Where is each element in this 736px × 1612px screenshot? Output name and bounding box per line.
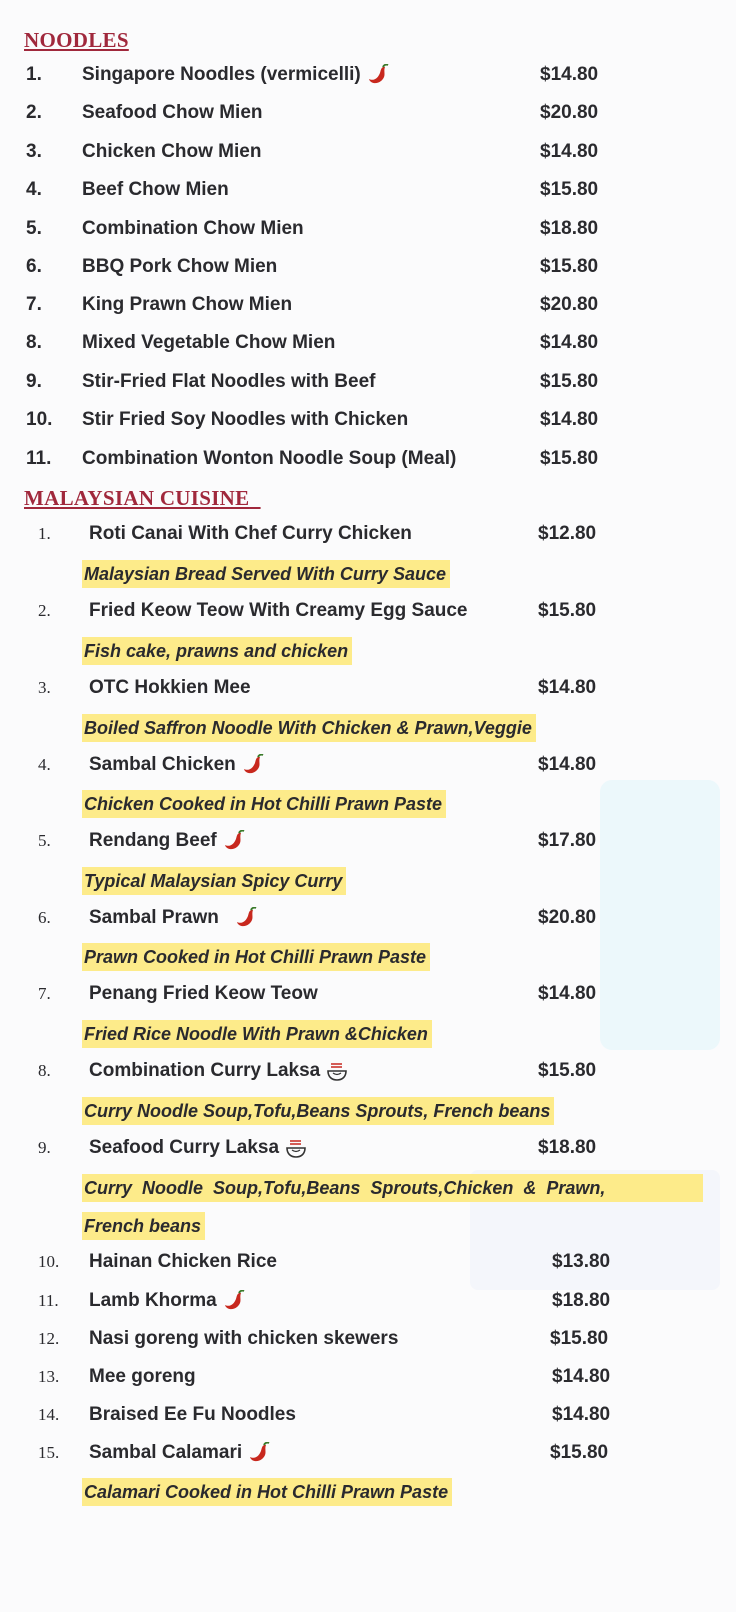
chili-icon <box>248 1442 272 1464</box>
chili-icon <box>223 1290 247 1312</box>
item-number: 5. <box>38 831 51 850</box>
item-number: 11. <box>26 448 52 469</box>
item-price: $20.80 <box>540 294 599 315</box>
item-price: $15.80 <box>538 600 597 621</box>
item-price: $14.80 <box>538 677 597 698</box>
item-number: 11. <box>38 1291 59 1310</box>
menu-item <box>0 1251 736 1281</box>
item-name: Lamb Khorma <box>89 1290 247 1312</box>
menu-item <box>0 294 736 324</box>
item-name: Sambal Chicken <box>89 754 266 776</box>
item-name: Stir-Fried Flat Noodles with Beef <box>82 371 376 392</box>
item-name: BBQ Pork Chow Mien <box>82 256 278 277</box>
menu-item <box>0 1442 736 1472</box>
item-price: $14.80 <box>552 1366 611 1387</box>
menu-item <box>0 1137 736 1167</box>
item-price: $15.80 <box>550 1442 609 1463</box>
noodles-heading: NOODLES <box>24 28 129 52</box>
menu-item <box>0 141 736 171</box>
menu-item <box>0 179 736 209</box>
item-number: 15. <box>38 1443 60 1462</box>
item-price: $14.80 <box>538 983 597 1004</box>
menu-item <box>0 600 736 630</box>
item-description: Fried Rice Noodle With Prawn &Chicken <box>82 1020 432 1048</box>
menu-item <box>0 677 736 707</box>
item-name: Beef Chow Mien <box>82 179 229 200</box>
item-price: $18.80 <box>552 1290 611 1311</box>
item-number: 7. <box>26 294 42 315</box>
item-number: 8. <box>26 332 42 353</box>
item-name: Chicken Chow Mien <box>82 141 262 162</box>
item-price: $15.80 <box>540 179 599 200</box>
item-number: 10. <box>38 1252 60 1271</box>
item-name: Hainan Chicken Rice <box>89 1251 277 1272</box>
item-name: OTC Hokkien Mee <box>89 677 251 698</box>
menu-item <box>0 754 736 784</box>
menu-item <box>0 983 736 1013</box>
item-price: $12.80 <box>538 523 597 544</box>
item-number: 1. <box>26 64 42 85</box>
item-number: 8. <box>38 1061 51 1080</box>
item-name: Mixed Vegetable Chow Mien <box>82 332 336 353</box>
item-number: 4. <box>38 755 51 774</box>
noodle-bowl-icon <box>326 1060 348 1082</box>
menu-item <box>0 332 736 362</box>
item-number: 10. <box>26 409 53 430</box>
item-price: $14.80 <box>552 1404 611 1425</box>
menu-item <box>0 830 736 860</box>
menu-item <box>0 907 736 937</box>
item-price: $18.80 <box>538 1137 597 1158</box>
item-number: 3. <box>38 678 51 697</box>
item-number: 3. <box>26 141 42 162</box>
item-number: 12. <box>38 1329 60 1348</box>
menu-item <box>0 64 736 94</box>
item-number: 1. <box>38 524 51 543</box>
item-name: Penang Fried Keow Teow <box>89 983 318 1004</box>
item-name: Braised Ee Fu Noodles <box>89 1404 296 1425</box>
item-description: Typical Malaysian Spicy Curry <box>82 867 346 895</box>
noodle-bowl-icon <box>285 1137 307 1159</box>
item-name: Singapore Noodles (vermicelli) <box>82 64 391 86</box>
item-price: $20.80 <box>540 102 599 123</box>
menu-item <box>0 371 736 401</box>
item-price: $15.80 <box>538 1060 597 1081</box>
item-name: Roti Canai With Chef Curry Chicken <box>89 523 412 544</box>
item-price: $14.80 <box>540 64 599 85</box>
item-description: Prawn Cooked in Hot Chilli Prawn Paste <box>82 943 430 971</box>
item-name: Seafood Curry Laksa <box>89 1137 307 1159</box>
item-description: Chicken Cooked in Hot Chilli Prawn Paste <box>82 790 446 818</box>
chili-icon <box>235 907 259 929</box>
item-price: $13.80 <box>552 1251 611 1272</box>
chili-icon <box>367 64 391 86</box>
item-name: Sambal Prawn <box>89 907 259 929</box>
item-description-continued: French beans <box>82 1212 205 1240</box>
item-name: Nasi goreng with chicken skewers <box>89 1328 399 1349</box>
item-number: 6. <box>26 256 42 277</box>
item-number: 4. <box>26 179 42 200</box>
item-description: Calamari Cooked in Hot Chilli Prawn Paste <box>82 1478 452 1506</box>
item-name: Combination Curry Laksa <box>89 1060 348 1082</box>
item-price: $15.80 <box>550 1328 609 1349</box>
menu-item <box>0 1060 736 1090</box>
item-price: $15.80 <box>540 448 599 469</box>
menu-item <box>0 1328 736 1358</box>
item-name: Mee goreng <box>89 1366 196 1387</box>
menu-item <box>0 256 736 286</box>
item-number: 6. <box>38 908 51 927</box>
item-name: Stir Fried Soy Noodles with Chicken <box>82 409 409 430</box>
item-number: 13. <box>38 1367 60 1386</box>
item-name: Rendang Beef <box>89 830 247 852</box>
item-price: $14.80 <box>540 141 599 162</box>
menu-item <box>0 523 736 553</box>
item-description: Boiled Saffron Noodle With Chicken & Prawn,Veggie <box>82 714 536 742</box>
item-price: $17.80 <box>538 830 597 851</box>
menu-item <box>0 218 736 248</box>
item-number: 9. <box>26 371 42 392</box>
item-number: 9. <box>38 1138 51 1157</box>
malaysian-heading: MALAYSIAN CUISINE <box>24 486 250 510</box>
item-number: 14. <box>38 1405 60 1424</box>
item-name: Fried Keow Teow With Creamy Egg Sauce <box>89 600 468 621</box>
item-description: Fish cake, prawns and chicken <box>82 637 352 665</box>
item-description: Curry Noodle Soup,Tofu,Beans Sprouts, French beans <box>82 1097 554 1125</box>
item-price: $14.80 <box>540 332 599 353</box>
item-price: $15.80 <box>540 256 599 277</box>
chili-icon <box>223 830 247 852</box>
menu-item <box>0 1366 736 1396</box>
menu-item <box>0 409 736 439</box>
menu-item <box>0 1290 736 1320</box>
item-price: $14.80 <box>538 754 597 775</box>
menu-item <box>0 448 736 478</box>
item-number: 2. <box>38 601 51 620</box>
item-number: 5. <box>26 218 42 239</box>
item-price: $14.80 <box>540 409 599 430</box>
item-number: 2. <box>26 102 42 123</box>
chili-icon <box>242 754 266 776</box>
item-description: Malaysian Bread Served With Curry Sauce <box>82 560 450 588</box>
item-name: Sambal Calamari <box>89 1442 272 1464</box>
item-price: $20.80 <box>538 907 597 928</box>
item-price: $18.80 <box>540 218 599 239</box>
menu-item <box>0 102 736 132</box>
item-name: Seafood Chow Mien <box>82 102 263 123</box>
item-name: Combination Wonton Noodle Soup (Meal) <box>82 448 457 469</box>
item-price: $15.80 <box>540 371 599 392</box>
item-number: 7. <box>38 984 51 1003</box>
menu-item <box>0 1404 736 1434</box>
item-name: King Prawn Chow Mien <box>82 294 293 315</box>
item-name: Combination Chow Mien <box>82 218 304 239</box>
item-description: Curry Noodle Soup,Tofu,Beans Sprouts,Chicken & Prawn, <box>82 1174 703 1202</box>
